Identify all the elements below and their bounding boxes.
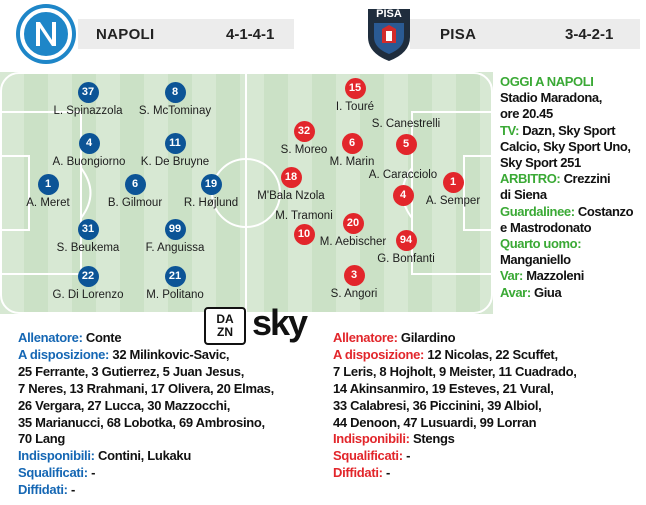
player-name: I. Touré	[335, 101, 375, 113]
away-team-name: PISA	[440, 26, 477, 43]
bench-label: A disposizione:	[18, 346, 110, 362]
bench-list: 44 Denoon, 47 Lusuardi, 99 Lorran	[333, 414, 537, 430]
bench-list: 35 Marianucci, 68 Lobotka, 69 Ambrosino,	[18, 414, 265, 430]
bench-list: 32 Milinkovic-Savic,	[109, 346, 230, 362]
player-name: M. Tramoni	[275, 210, 333, 222]
pisa-player	[346, 116, 466, 155]
shirt-number: 15	[345, 78, 366, 99]
bench-list: 14 Akinsanmiro, 19 Esteves, 21 Vural,	[333, 380, 554, 396]
coach-name: Conte	[82, 330, 122, 345]
shirt-number: 37	[78, 82, 99, 103]
player-name: S. Canestrelli	[371, 118, 441, 130]
coach-label: Allenatore:	[18, 330, 83, 345]
napoli-player	[115, 133, 235, 168]
shirt-number: 18	[281, 167, 302, 188]
tv-label: TV:	[500, 122, 520, 138]
player-name: L. Spinazzola	[53, 105, 123, 117]
pisa-player	[346, 230, 466, 265]
shirt-number: 8	[165, 82, 186, 103]
suspended-label: Squalificati:	[333, 448, 403, 464]
var-value: Mazzoleni	[522, 268, 584, 284]
linesmen-value: Costanzo	[574, 203, 634, 219]
napoli-player	[115, 82, 235, 117]
bench-label: A disposizione:	[333, 346, 425, 362]
shirt-number: 10	[294, 224, 315, 245]
avar-value: Giua	[530, 284, 562, 300]
shirt-number: 19	[201, 174, 222, 195]
match-info	[500, 74, 646, 301]
player-name: M. Aebischer	[319, 236, 387, 248]
bench-list: 25 Ferrante, 3 Gutierrez, 5 Juan Jesus,	[18, 363, 245, 379]
bench-list: 26 Vergara, 27 Lucca, 30 Mazzocchi,	[18, 397, 231, 413]
shirt-number: 99	[165, 219, 186, 240]
home-formation: 4-1-4-1	[226, 26, 275, 43]
tv-value: Calcio, Sky Sport Uno,	[500, 138, 631, 154]
player-name: K. De Bruyne	[140, 156, 210, 168]
bench-list: 7 Leris, 8 Hojholt, 9 Meister, 11 Cuadrado,	[333, 363, 577, 379]
player-name: M'Bala Nzola	[257, 190, 325, 202]
shirt-number: 3	[344, 265, 365, 286]
player-name: M. Marin	[329, 156, 375, 168]
fourth-official-label: Quarto uomo:	[500, 236, 582, 252]
shirt-number: 1	[38, 174, 59, 195]
unavailable-label: Indisponibili:	[18, 448, 95, 464]
pisa-logo	[364, 3, 414, 63]
shirt-number: 94	[396, 230, 417, 251]
shirt-number: 5	[396, 134, 417, 155]
warned-list: -	[67, 482, 76, 498]
shirt-number: 4	[79, 133, 100, 154]
tv-value: Dazn, Sky Sport	[519, 122, 616, 138]
pisa-lineup	[333, 330, 577, 482]
warned-label: Diffidati:	[18, 482, 68, 498]
pisa-player	[294, 265, 414, 300]
unavailable-label: Indisponibili:	[333, 431, 410, 447]
shirt-number: 4	[393, 185, 414, 206]
pisa-player	[295, 78, 415, 113]
tv-value: Sky Sport 251	[500, 155, 581, 171]
linesmen-value: e Mastrodonato	[500, 219, 592, 235]
dazn-logo-line: DA	[216, 312, 234, 326]
shirt-number: 32	[294, 121, 315, 142]
home-team-name: NAPOLI	[96, 26, 155, 43]
napoli-lineup	[18, 330, 274, 499]
referee-value: Crezzini	[560, 171, 611, 187]
napoli-logo	[15, 3, 77, 65]
var-label: Var:	[500, 268, 523, 284]
shirt-number: 1	[443, 172, 464, 193]
bench-list: 33 Calabresi, 36 Piccinini, 39 Albiol,	[333, 397, 542, 413]
unavailable-list: Contini, Lukaku	[94, 448, 191, 464]
avar-label: Avar:	[500, 284, 531, 300]
bench-list: 12 Nicolas, 22 Scuffet,	[424, 346, 558, 362]
pisa-player	[231, 167, 351, 202]
suspended-list: -	[402, 448, 411, 464]
dazn-logo-line: ZN	[217, 325, 233, 339]
match-venue-heading: OGGI A NAPOLI	[500, 74, 594, 89]
shirt-number: 6	[342, 133, 363, 154]
suspended-list: -	[87, 465, 96, 481]
player-name: R. Højlund	[183, 197, 239, 209]
player-name: S. Angori	[330, 288, 378, 300]
linesmen-label: Guardalinee:	[500, 203, 575, 219]
away-formation: 3-4-2-1	[565, 26, 614, 43]
shirt-number: 20	[343, 213, 364, 234]
player-name: S. Moreo	[280, 144, 328, 156]
pisa-player	[393, 172, 493, 207]
player-name: S. McTominay	[138, 105, 212, 117]
referee-value: di Siena	[500, 187, 547, 203]
shirt-number: 22	[78, 266, 99, 287]
player-name: A. Meret	[26, 197, 70, 209]
napoli-player	[115, 266, 235, 301]
coach-name: Gilardino	[397, 330, 456, 345]
player-name: A. Caracciolo	[368, 169, 438, 181]
bench-list: 70 Lang	[18, 431, 66, 447]
shirt-number: 31	[78, 219, 99, 240]
fourth-official-value: Manganiello	[500, 252, 571, 268]
player-name: M. Politano	[146, 289, 204, 301]
shirt-number: 21	[165, 266, 186, 287]
player-name: A. Buongiorno	[52, 156, 126, 168]
bench-list: 7 Neres, 13 Rrahmani, 17 Olivera, 20 Elmas,	[18, 380, 274, 396]
match-venue: Stadio Maradona,	[500, 90, 602, 106]
pisa-badge-text: PISA	[376, 8, 402, 20]
player-name: F. Anguissa	[145, 242, 205, 254]
coach-label: Allenatore:	[333, 330, 398, 345]
player-name: G. Bonfanti	[377, 253, 435, 265]
match-time: ore 20.45	[500, 106, 553, 122]
suspended-label: Squalificati:	[18, 465, 88, 481]
warned-list: -	[382, 465, 391, 481]
player-name: B. Gilmour	[107, 197, 163, 209]
sky-logo: sky	[252, 302, 307, 343]
player-name: A. Semper	[425, 195, 481, 207]
pitch	[0, 72, 493, 314]
player-name: G. Di Lorenzo	[52, 289, 124, 301]
shirt-number: 11	[165, 133, 186, 154]
unavailable-list: Stengs	[409, 431, 455, 447]
warned-label: Diffidati:	[333, 465, 383, 481]
shirt-number: 6	[125, 174, 146, 195]
referee-label: ARBITRO:	[500, 171, 561, 187]
player-name: S. Beukema	[56, 242, 120, 254]
napoli-player	[115, 219, 235, 254]
